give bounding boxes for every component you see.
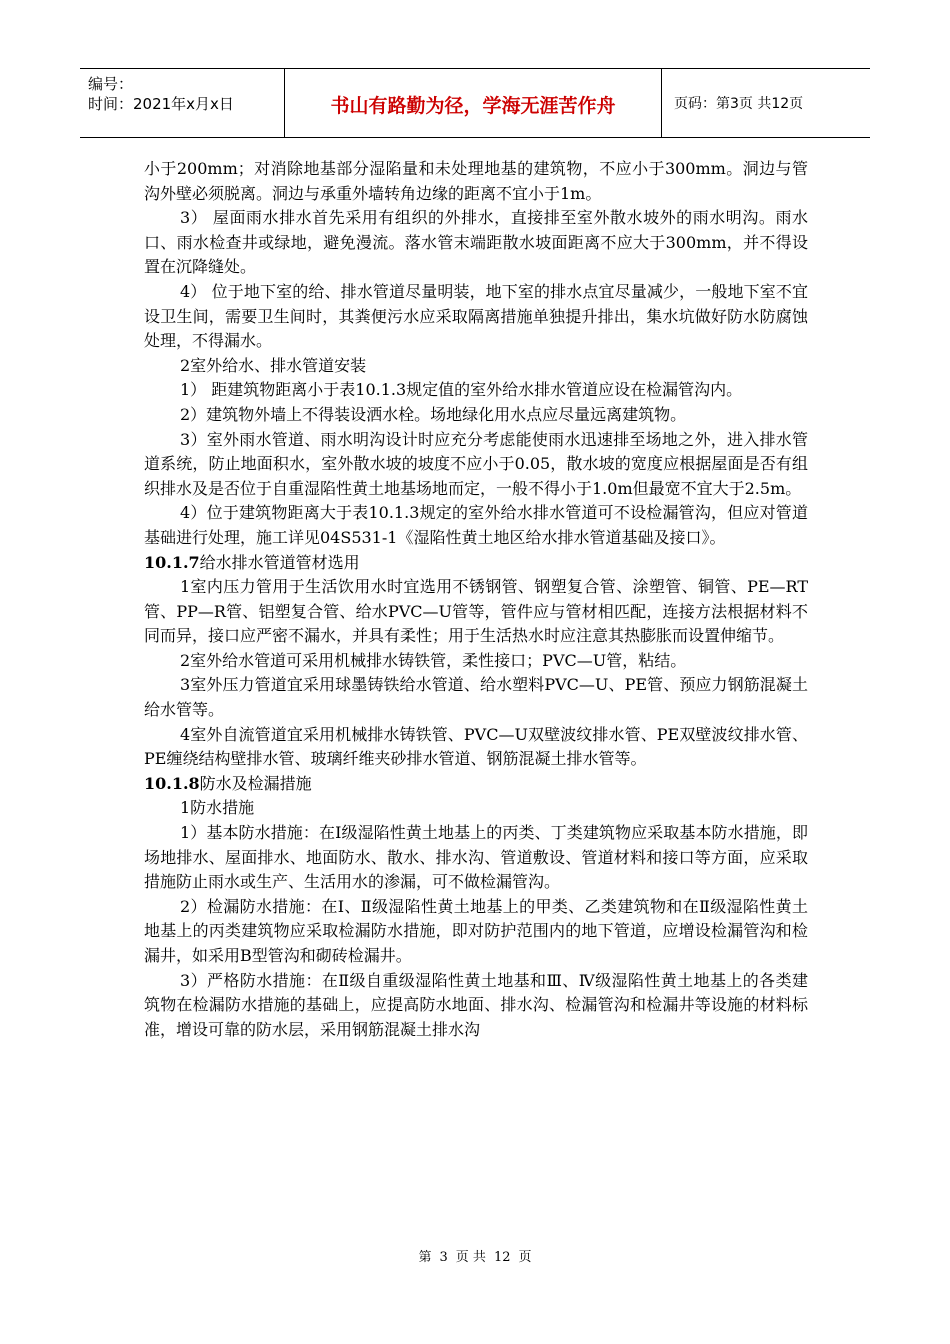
section-heading-1018 — [144, 772, 808, 797]
footer-total-pages: 12 — [493, 1250, 511, 1265]
date-line: 时间：2021年x月x日 — [88, 95, 234, 113]
header-meta-cell — [80, 69, 284, 137]
section-title: 给水排水管道管材选用 — [199, 552, 360, 572]
paragraph: 3）严格防水措施：在Ⅱ级自重级湿陷性黄土地基和Ⅲ、Ⅳ级湿陷性黄土地基上的各类建筑物在检漏防水措施的基础上，应提高防水地面、排水沟、检漏管沟和检漏井等设施的材料标准，增设可靠的防水层，采用钢筋混凝土排水沟 — [144, 970, 808, 1039]
subsection-heading: 1防水措施 — [180, 798, 255, 818]
footer-suffix: 页 — [518, 1250, 532, 1265]
paragraph: 4）位于建筑物距离大于表10.1.3规定的室外给水排水管道可不设检漏管沟，但应对管道基础进行处理，施工详见04S531-1《湿陷性黄土地区给水排水管道基础及接口》。 — [144, 503, 808, 547]
page-footer — [0, 1246, 950, 1265]
paragraph: 小于200mm；对消除地基部分湿陷量和未处理地基的建筑物，不应小于300mm。洞边与管沟外壁必须脱离。洞边与承重外墙转角边缘的距离不宜小于1m。 — [144, 159, 808, 203]
section-heading-1017 — [144, 551, 808, 576]
subsection-heading: 2室外给水、排水管道安装 — [180, 355, 367, 375]
header-page-info: 页码：第3页 共12页 — [674, 96, 804, 112]
footer-page-number: 3 — [439, 1250, 448, 1265]
paragraph: 4） 位于地下室的给、排水管道尽量明装，地下室的排水点宜尽量减少，一般地下室不宜设卫生间，需要卫生间时，其粪便污水应采取隔离措施单独提升排出，集水坑做好防水防腐蚀处理，不得漏水。 — [144, 281, 808, 351]
paragraph: 3）室外雨水管道、雨水明沟设计时应充分考虑能使雨水迅速排至场地之外，进入排水管道系统，防止地面积水，室外散水坡的坡度不应小于0.05，散水坡的宽度应根据屋面是否有组织排水及是否位于自重湿陷性黄土地基场地而定，一般不得小于1.0m但最宽不宜大于2.5m。 — [144, 429, 808, 498]
section-title: 防水及检漏措施 — [199, 773, 312, 793]
paragraph: 2室外给水管道可采用机械排水铸铁管，柔性接口；PVC—U管，粘结。 — [180, 650, 687, 670]
header-motto: 书山有路勤为径，学海无涯苦作舟 — [330, 95, 616, 117]
footer-prefix: 第 — [418, 1250, 432, 1265]
header-page-cell — [662, 69, 870, 137]
paragraph: 1）基本防水措施：在Ⅰ级湿陷性黄土地基上的丙类、丁类建筑物应采取基本防水措施，即场地排水、屋面排水、地面防水、散水、排水沟、管道敷设、管道材料和接口等方面，应采取措施防止雨水或生产、生活用水的渗漏，可不做检漏管沟。 — [144, 823, 808, 892]
page-header — [80, 68, 870, 138]
paragraph: 3室外压力管道宜采用球墨铸铁给水管道、给水塑料PVC—U、PE管、预应力钢筋混凝土给水管等。 — [144, 675, 808, 720]
paragraph: 4室外自流管道宜采用机械排水铸铁管、PVC—U双壁波纹排水管、PE双壁波纹排水管、PE缠绕结构壁排水管、玻璃纤维夹砂排水管道、钢筋混凝土排水管等。 — [144, 724, 808, 769]
paragraph: 3） 屋面雨水排水首先采用有组织的外排水，直接排至室外散水坡外的雨水明沟。雨水口、雨水检查井或绿地，避免漫流。落水管末端距散水坡面距离不应大于300mm，并不得设置在沉降缝处。 — [144, 208, 808, 277]
paragraph: 1） 距建筑物距离小于表10.1.3规定值的室外给水排水管道应设在检漏管沟内。 — [180, 380, 743, 400]
paragraph: 1室内压力管用于生活饮用水时宜选用不锈钢管、钢塑复合管、涂塑管、铜管、PE—RT管、PP—R管、铝塑复合管、给水PVC—U管等，管件应与管材相匹配，连接方法根据材料不同而异，接口应严密不漏水，并具有柔性；用于生活热水时应注意其热膨胀而设置伸缩节。 — [144, 577, 808, 646]
document-body — [144, 157, 808, 1042]
document-number-label: 编号： — [88, 75, 134, 93]
section-number: 10.1.8 — [144, 773, 200, 793]
footer-mid: 页 共 — [455, 1250, 486, 1265]
paragraph: 2）检漏防水措施：在Ⅰ、Ⅱ级湿陷性黄土地基上的甲类、乙类建筑物和在Ⅱ级湿陷性黄土地基上的丙类建筑物应采取检漏防水措施，即对防护范围内的地下管道，应增设检漏管沟和检漏井，如采用B型管沟和砌砖检漏井。 — [144, 896, 808, 965]
header-motto-cell — [284, 69, 662, 137]
paragraph: 2）建筑物外墙上不得装设洒水栓。场地绿化用水点应尽量远离建筑物。 — [180, 404, 687, 424]
section-number: 10.1.7 — [144, 552, 200, 572]
